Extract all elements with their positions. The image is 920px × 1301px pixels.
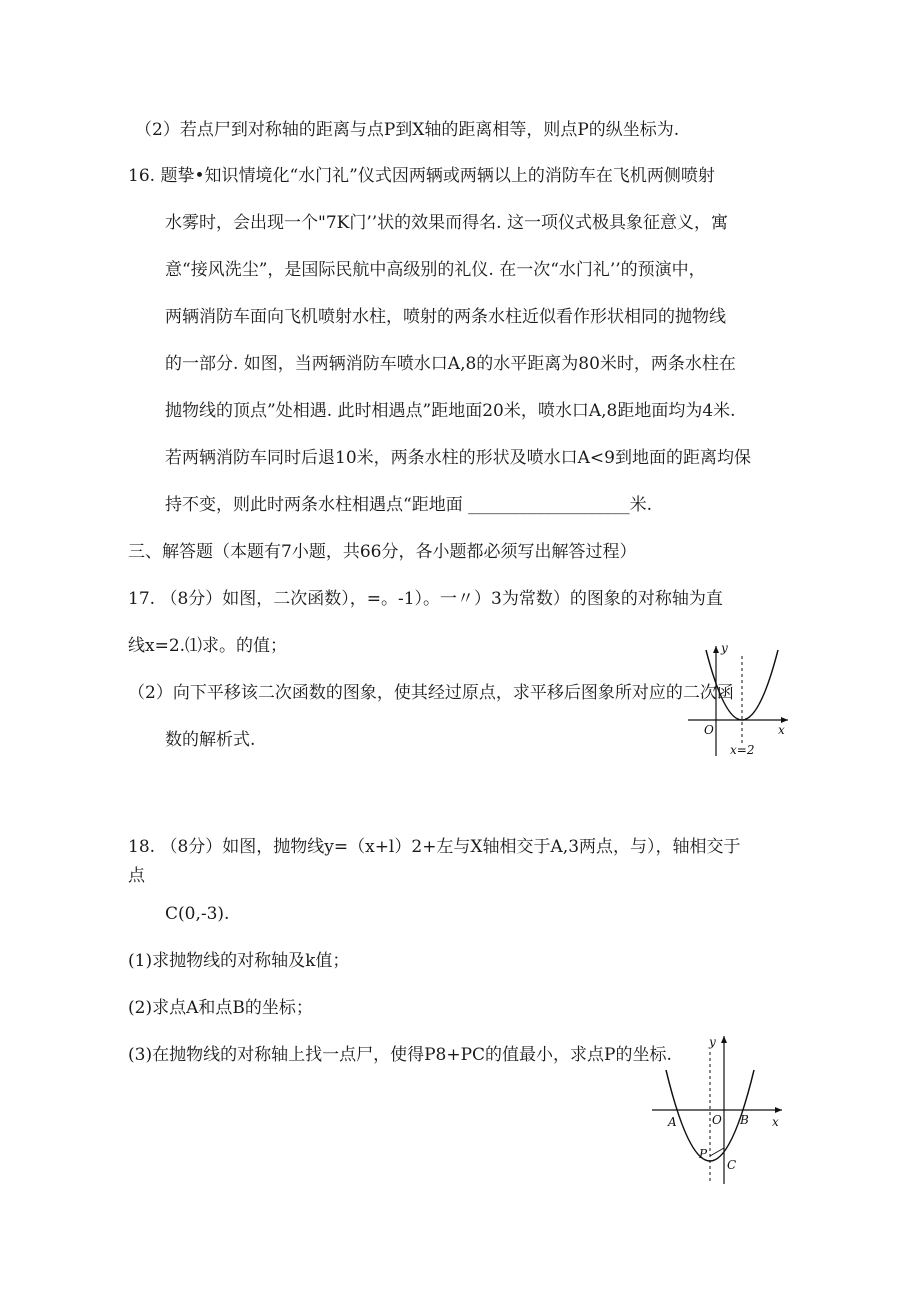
fig17-origin-label: O [704,723,714,737]
fig17-y-label: y [721,641,728,655]
q17-line-2: 线x=2.⑴求。的值； [128,636,288,656]
fig18-p-label: P [699,1147,708,1161]
fig17-axis-label: x=2 [730,743,755,757]
q16-line-8: 持不变，则此时两条水柱相遇点“距地面 ___________________米. [165,495,652,515]
q17-line-4: 数的解析式. [165,730,256,750]
q17-parabola-figure [684,640,794,760]
q18-line-2: 点 [128,866,145,886]
q16-line-2: 水雾时，会出现一个"7K门’’状的效果而得名. 这一项仪式极具象征意义，寓 [165,213,728,233]
q16-line-7: 若两辆消防车同时后退10米，两条水柱的形状及喷水口A<9到地面的距离均保 [165,448,751,468]
q18-line-6: (3)在抛物线的对称轴上找一点尸，使得P8+PC的值最小，求点P的坐标. [128,1045,672,1065]
fig18-c-label: C [727,1158,737,1172]
q17-line-1: 17. （8分）如图，二次函数），=。-1）。一〃）3为常数）的图象的对称轴为直 [128,589,723,609]
fig18-a-label: A [668,1115,677,1129]
q16-line-6: 抛物线的顶点”处相遇. 此时相遇点”距地面20米，喷水口A,8距地面均为4米. [165,401,736,421]
q16-line-1: 16. 题挚•知识情境化“水门礼”仪式因两辆或两辆以上的消防车在飞机两侧喷射 [128,166,715,186]
q16-line-5: 的一部分. 如图，当两辆消防车喷水口A,8的水平距离为80米时，两条水柱在 [165,354,736,374]
q18-parabola-figure [648,1028,788,1188]
q18-line-3: C(0,-3). [165,904,230,924]
q18-line-5: (2)求点A和点B的坐标； [128,998,313,1018]
section-3-heading: 三、解答题（本题有7小题，共66分，各小题都必须写出解答过程） [128,542,637,562]
q16-line-4: 两辆消防车面向飞机喷射水柱，喷射的两条水柱近似看作形状相同的抛物线 [165,307,726,327]
fig18-y-label: y [709,1035,716,1049]
q18-line-4: (1)求抛物线的对称轴及k值； [128,951,350,971]
fig18-x-label: x [772,1115,779,1129]
fig18-b-label: B [740,1113,749,1127]
fig17-x-label: x [778,723,785,737]
q15-part2: （2）若点尸到对称轴的距离与点P到X轴的距离相等，则点P的纵坐标为. [135,120,680,140]
q18-line-1: 18. （8分）如图，抛物线y=（x+l）2+左与X轴相交于A,3两点，与），轴相交于 [128,837,741,857]
q16-line-3: 意“接风洗尘”，是国际民航中高级别的礼仪. 在一次“水门礼’’的预演中， [165,260,706,280]
fig18-origin-label: O [712,1113,722,1127]
q17-line-3: （2）向下平移该二次函数的图象，使其经过原点，求平移后图象所对应的二次函 [128,683,734,703]
